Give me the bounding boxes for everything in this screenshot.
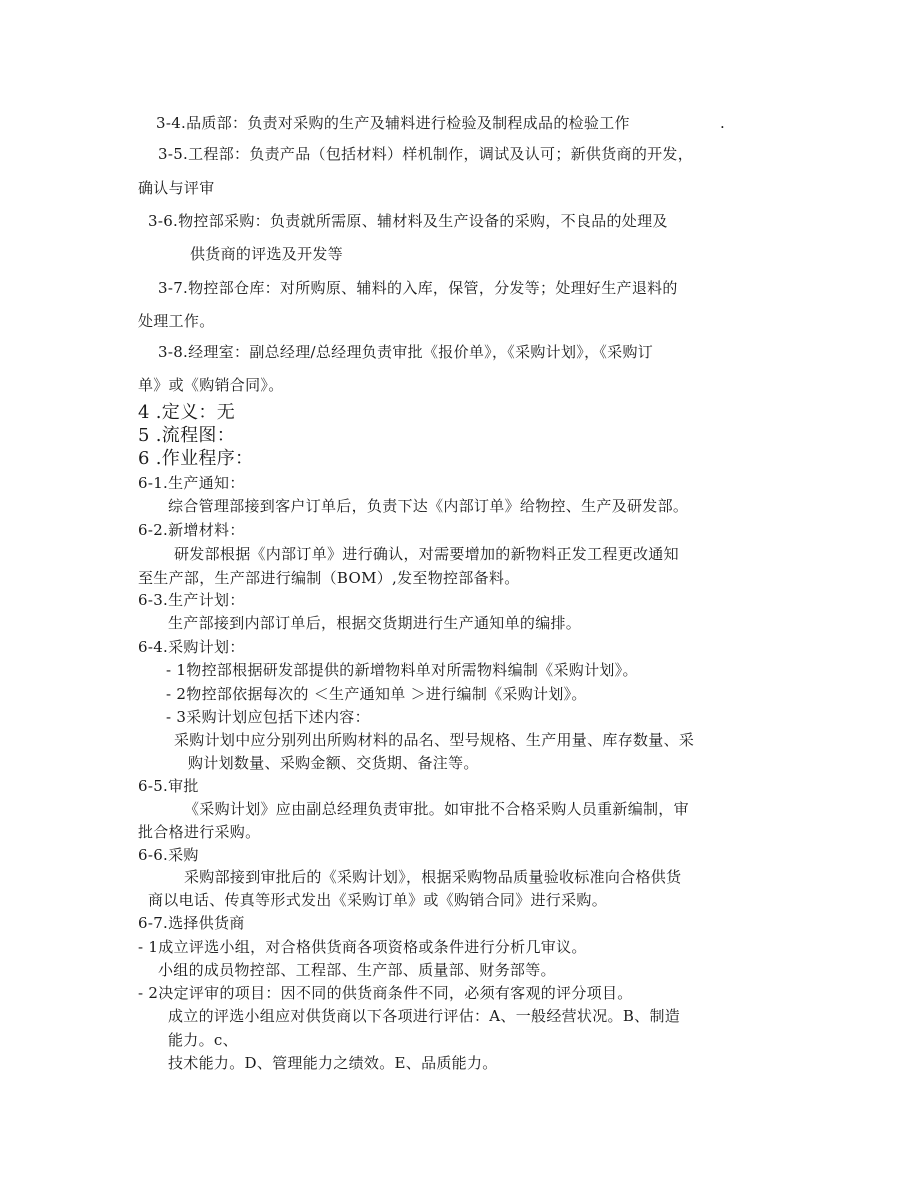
para-6-5b: 批合格进行采购。 xyxy=(138,823,261,841)
subheading-6-3: 6-3.生产计划： xyxy=(138,591,245,609)
para-6-5a: 《采购计划》应由副总经理负责审批。如审批不合格采购人员重新编制，审 xyxy=(184,800,689,818)
para-6-7f: 技术能力。D、管理能力之绩效。E、品质能力。 xyxy=(168,1054,498,1072)
subheading-6-4: 6-4.采购计划： xyxy=(138,638,245,656)
section-3-8: 3-8.经理室：副总经理/总经理负责审批《报价单》，《采购计划》，《采购订 xyxy=(158,343,654,361)
subheading-6-1: 6-1.生产通知： xyxy=(138,474,245,492)
section-3-5-cont: 确认与评审 xyxy=(138,179,215,197)
para-6-2a: 研发部根据《内部订单》进行确认，对需要增加的新物料正发工程更改通知 xyxy=(174,545,679,563)
section-3-5: 3-5.工程部：负责产品（包括材料）样机制作，调试及认可；新供货商的开发， xyxy=(158,145,694,163)
para-6-4d: 采购计划中应分别列出所购材料的品名、型号规格、生产用量、库存数量、采 xyxy=(174,731,695,749)
subheading-6-7: 6-7.选择供货商 xyxy=(138,914,245,932)
section-3-8-cont: 单》或《购销合同》。 xyxy=(138,376,284,394)
section-3-7: 3-7.物控部仓库：对所购原、辅料的入库，保管，分发等；处理好生产退料的 xyxy=(158,279,678,297)
para-6-7d: 成立的评选小组应对供货商以下各项进行评估：A、一般经营状况。B、制造 xyxy=(168,1007,681,1025)
para-6-7a: - 1成立评选小组，对合格供货商各项资格或条件进行分析几审议。 xyxy=(138,938,587,956)
para-6-7b: 小组的成员物控部、工程部、生产部、质量部、财务部等。 xyxy=(158,961,556,979)
para-6-6a: 采购部接到审批后的《采购计划》，根据采购物品质量验收标准向合格供货 xyxy=(184,868,682,886)
para-6-1: 综合管理部接到客户订单后，负责下达《内部订单》给物控、生产及研发部。 xyxy=(168,497,689,515)
para-6-6b: 商以电话、传真等形式发出《采购订单》或《购销合同》进行采购。 xyxy=(148,891,608,909)
para-6-4b: - 2物控部依据每次的 ＜生产通知单 ＞进行编制《采购计划》。 xyxy=(166,685,587,703)
section-3-4: 3-4.品质部：负责对采购的生产及辅料进行检验及制程成品的检验工作 xyxy=(156,114,630,132)
subheading-6-6: 6-6.采购 xyxy=(138,846,199,864)
section-3-6-cont: 供货商的评选及开发等 xyxy=(190,245,344,263)
para-6-7e: 能力。c、 xyxy=(168,1031,238,1049)
heading-6: 6 .作业程序： xyxy=(138,448,254,469)
para-6-7c: - 2决定评审的项目：因不同的供货商条件不同，必须有客观的评分项目。 xyxy=(138,984,633,1002)
heading-4: 4 .定义：无 xyxy=(138,402,235,423)
para-6-4c: - 3采购计划应包括下述内容： xyxy=(166,708,370,726)
trailing-dot: . xyxy=(720,114,726,132)
subheading-6-2: 6-2.新增材料： xyxy=(138,521,245,539)
section-3-7-cont: 处理工作。 xyxy=(138,312,215,330)
para-6-3: 生产部接到内部订单后，根据交货期进行生产通知单的编排。 xyxy=(168,614,582,632)
para-6-2b: 至生产部，生产部进行编制（BOM）,发至物控部备料。 xyxy=(138,569,520,587)
para-6-4e: 购计划数量、采购金额、交货期、备注等。 xyxy=(188,754,479,772)
heading-5: 5 .流程图： xyxy=(138,425,235,446)
subheading-6-5: 6-5.审批 xyxy=(138,777,199,795)
para-6-4a: - 1物控部根据研发部提供的新增物料单对所需物料编制《采购计划》。 xyxy=(166,661,638,679)
section-3-6: 3-6.物控部采购：负责就所需原、辅材料及生产设备的采购，不良品的处理及 xyxy=(148,212,668,230)
